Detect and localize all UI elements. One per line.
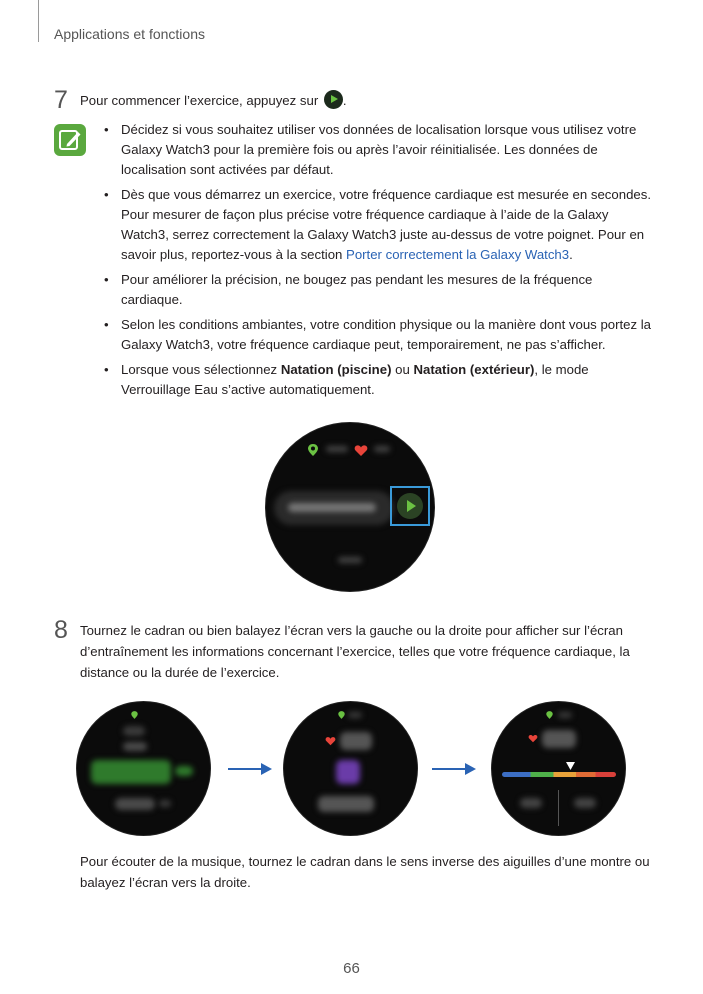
blurred-text	[348, 712, 362, 718]
location-pin-icon	[545, 710, 554, 720]
play-icon	[324, 90, 343, 109]
blurred-text	[159, 800, 171, 807]
step-8-text: Tournez le cadran ou bien balayez l’écran vers la gauche ou la droite pour afficher sur l’écran d’entraînement les informations concernant l’exercice, telles que votre fréquence cardiaque, la distance ou la durée de l’exercice.	[80, 623, 630, 680]
step-8-number: 8	[54, 616, 68, 644]
blurred-heart-rate	[340, 732, 372, 750]
blurred-text	[374, 446, 390, 452]
header-rule	[38, 0, 39, 42]
heart-rate-zone-bar	[502, 772, 616, 777]
note-pencil-icon	[54, 124, 86, 156]
watch-heart-rate-zone-screen	[492, 702, 625, 835]
link-porter-correctement[interactable]: Porter correctement la Galaxy Watch3	[346, 247, 570, 262]
heart-icon	[528, 734, 538, 743]
location-pin-icon	[337, 710, 346, 720]
step-7-text-end: .	[342, 93, 347, 108]
blurred-text	[326, 446, 348, 452]
blurred-text	[123, 726, 145, 736]
note-item: • Décidez si vous souhaitez utiliser vos données de localisation lorsque vous utilisez votre Galaxy Watch3 pour la première fois ou après l’avoir réinitialisée. Les données de localisation sont activées par défaut.	[104, 122, 637, 177]
blurred-text	[123, 742, 147, 751]
arrow-right-icon	[432, 768, 474, 770]
watch-workout-time-screen	[77, 702, 210, 835]
blurred-text	[318, 796, 374, 812]
blurred-text	[558, 712, 572, 718]
heart-icon	[354, 444, 368, 457]
music-note-text: Pour écouter de la musique, tournez le cadran dans le sens inverse des aiguilles d’une montre ou balayez l’écran vers la droite.	[80, 854, 650, 890]
divider	[558, 790, 559, 826]
location-pin-icon	[130, 710, 139, 720]
note-item: • Pour améliorer la précision, ne bougez pas pendant les mesures de la fréquence cardiaque.	[104, 272, 593, 307]
blurred-hr-zone	[336, 760, 360, 784]
location-pin-icon	[306, 443, 320, 457]
note-item: • Dès que vous démarrez un exercice, votre fréquence cardiaque est mesurée en secondes. Pour mesurer de façon plus précise votre fréquence cardiaque à l’aide de la Galaxy Watch3, serrez correctement la Galaxy Watch3 juste au-dessus de votre poignet. Pour en savoir plus, reportez-vous à la section Porter correctement la Galaxy Watch3.	[104, 187, 651, 262]
heart-icon	[325, 736, 336, 746]
step-7-number: 7	[54, 86, 68, 114]
arrow-right-icon	[228, 768, 270, 770]
blurred-text	[288, 503, 376, 512]
note-item: • Selon les conditions ambiantes, votre condition physique ou la manière dont vous portez la Galaxy Watch3, votre fréquence cardiaque peut, temporairement, ne pas s’afficher.	[104, 317, 652, 352]
zone-marker-icon	[566, 762, 575, 770]
start-play-button[interactable]	[397, 493, 423, 519]
blurred-heart-rate	[542, 730, 576, 748]
blurred-text	[338, 557, 362, 563]
page-header-title: Applications et fonctions	[54, 26, 205, 42]
blurred-text	[520, 798, 542, 808]
step-7-text: Pour commencer l’exercice, appuyez sur	[80, 93, 319, 108]
blurred-timer	[91, 760, 171, 784]
blurred-text	[175, 766, 193, 776]
blurred-text	[115, 798, 155, 810]
blurred-text	[574, 798, 596, 808]
page-number: 66	[343, 960, 360, 977]
note-item: • Lorsque vous sélectionnez Natation (piscine) ou Natation (extérieur), le mode Verrouillage Eau s’active automatiquement.	[104, 362, 589, 397]
watch-start-screen	[266, 423, 434, 591]
step-7-instruction	[80, 90, 347, 111]
notes-list	[104, 120, 652, 405]
watch-heart-rate-screen	[284, 702, 417, 835]
